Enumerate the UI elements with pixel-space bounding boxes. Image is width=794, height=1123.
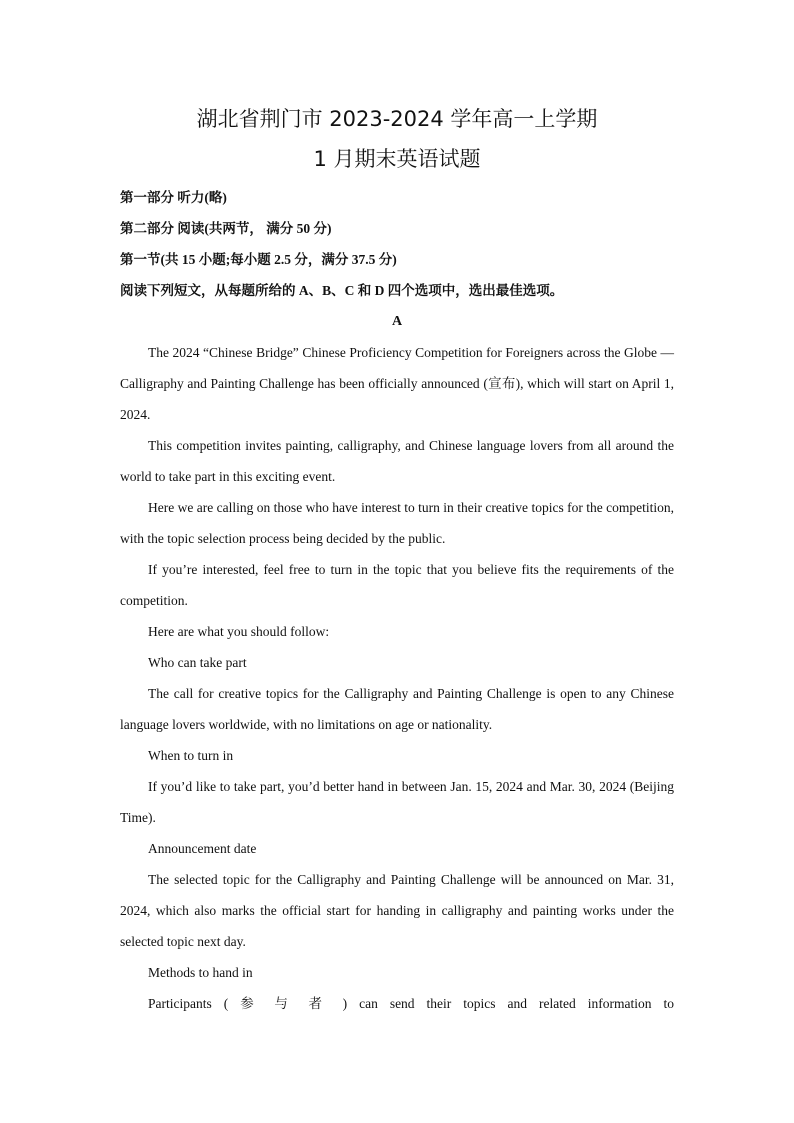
part-2-heading: 第二部分 阅读(共两节， 满分 50 分) [120, 221, 332, 236]
paragraph-intro: The 2024 “Chinese Bridge” Chinese Proficiency Competition for Foreigners across the Globe — Calligraphy and Painting Challenge has been officially announced (宣布), which will start on April 1, 2024. [120, 345, 674, 422]
heading-announcement-date: Announcement date [148, 841, 257, 856]
heading-who-can-take-part: Who can take part [148, 655, 247, 670]
heading-when-to-turn-in: When to turn in [148, 748, 234, 763]
paragraph-calling: Here we are calling on those who have interest to turn in their creative topics for the competition, with the topic selection process being decided by the public. [120, 500, 674, 546]
passage-label: A [391, 314, 403, 329]
paragraph-announcement: The selected topic for the Calligraphy and Painting Challenge will be announced on Mar. 31, 2024, which also marks the official start for handing in calligraphy and painting works under the selected topic next day. [120, 872, 674, 949]
paragraph-interested: If you’re interested, feel free to turn in the topic that you believe fits the requirements of the competition. [120, 562, 674, 608]
paragraph-follow: Here are what you should follow: [148, 624, 330, 639]
paragraph-invite: This competition invites painting, calligraphy, and Chinese language lovers from all around the world to take part in this exciting event. [120, 438, 674, 484]
part-1-heading: 第一部分 听力(略) [120, 190, 227, 205]
instruction: 阅读下列短文，从每题所给的 A、B、C 和 D 四个选项中，选出最佳选项。 [120, 283, 564, 298]
title-line-2: 1 月期末英语试题 [313, 147, 481, 171]
heading-methods: Methods to hand in [148, 965, 253, 980]
paragraph-methods: Participants ( 参 与 者 ) can send their topics and related information to [148, 996, 674, 1011]
paragraph-who: The call for creative topics for the Calligraphy and Painting Challenge is open to any Chinese language lovers worldwide, with no limitations on age or nationality. [120, 686, 674, 732]
section-1-heading: 第一节(共 15 小题;每小题 2.5 分，满分 37.5 分) [120, 252, 397, 267]
title-line-1: 湖北省荆门市 2023-2024 学年高一上学期 [196, 107, 598, 131]
paragraph-when: If you’d like to take part, you’d better hand in between Jan. 15, 2024 and Mar. 30, 2024 (Beijing Time). [120, 779, 674, 825]
